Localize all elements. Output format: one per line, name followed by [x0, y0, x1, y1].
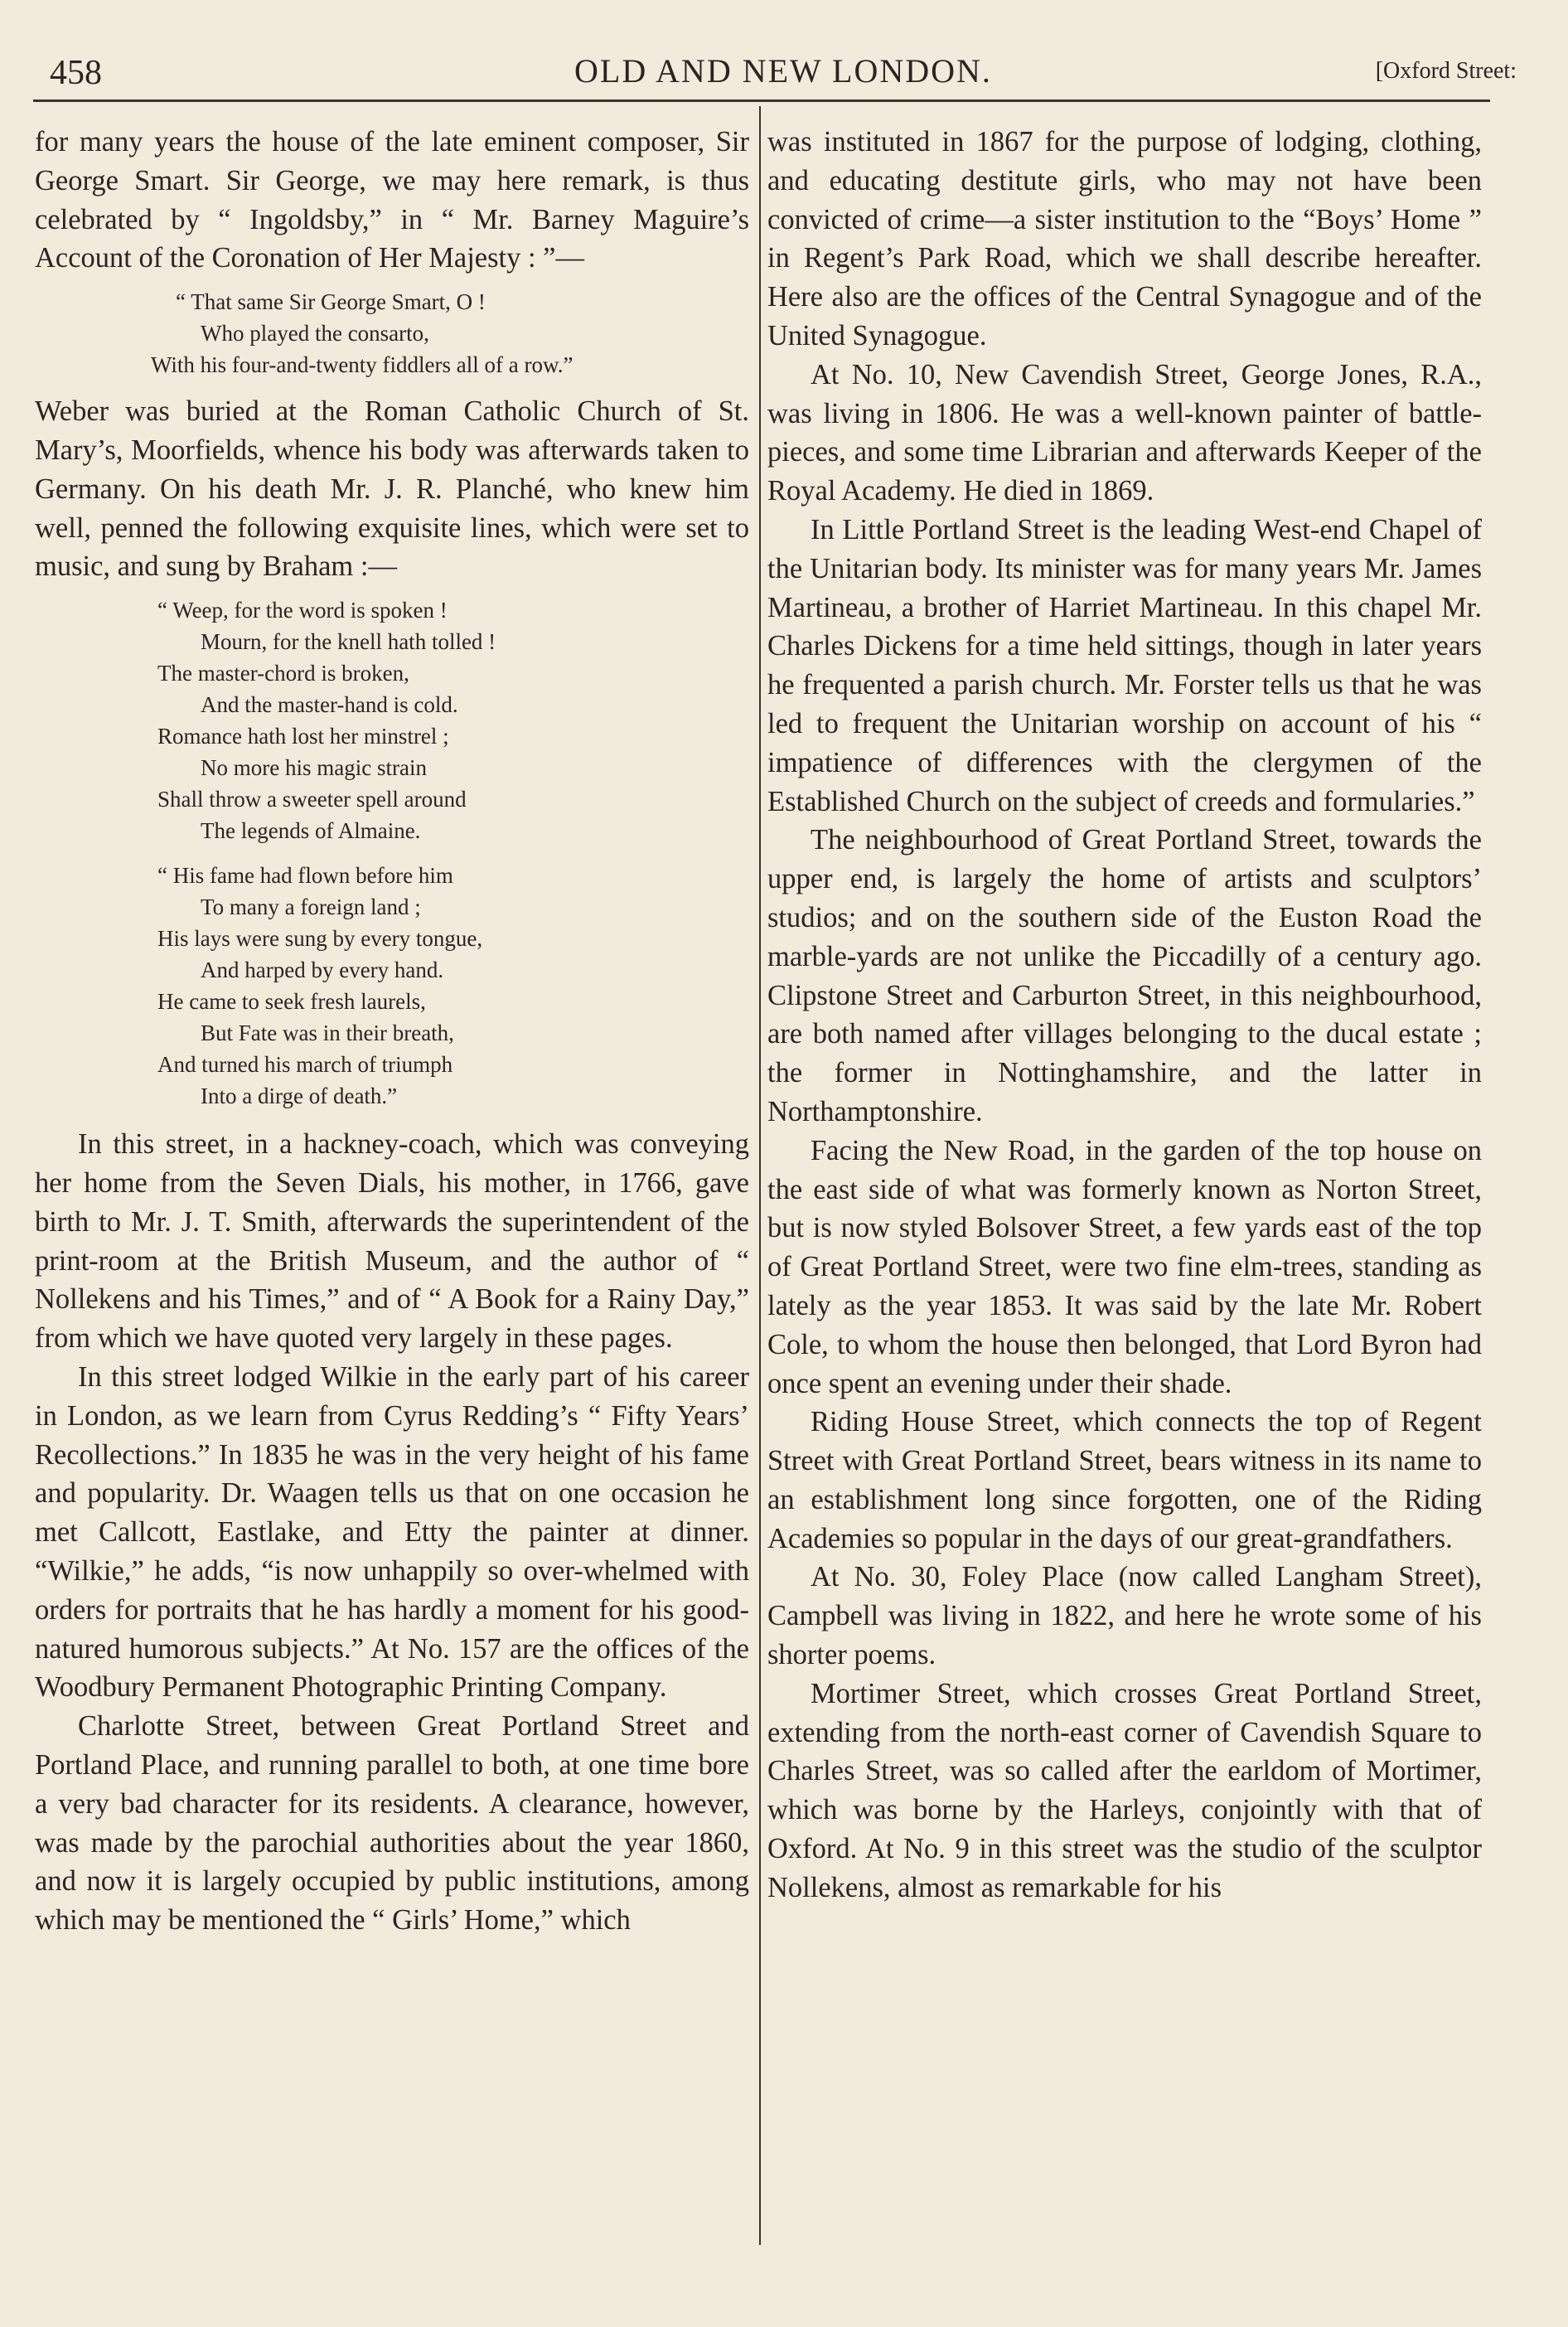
verse-line: No more his magic strain	[201, 755, 427, 781]
page-number: 458	[50, 54, 102, 92]
right-column	[767, 123, 1482, 1908]
verse-line: The legends of Almaine.	[201, 818, 421, 844]
verse-line: The master-chord is broken,	[157, 661, 409, 686]
paragraph: Riding House Street, which connects the top of Regent Street with Great Portland Street, bears witness in its name to an establishment long since forgotten, one of the Riding Academies so popular in the days of our great-grandfathers.	[767, 1406, 1482, 1554]
running-header	[50, 48, 1517, 99]
verse-ingoldsby	[35, 286, 749, 381]
verse-line: Shall throw a sweeter spell around	[157, 787, 467, 812]
verse-planche	[35, 594, 749, 1112]
verse-line: Mourn, for the knell hath tolled !	[201, 629, 496, 655]
verse-line: With his four-and-twenty fiddlers all of a row.”	[151, 352, 573, 378]
verse-line: His lays were sung by every tongue,	[157, 926, 483, 952]
paragraph: Weber was buried at the Roman Catholic Church of St. Mary’s, Moorfields, whence his body was afterwards taken to Germany. On his death Mr. J. R. Planché, who knew him well, penned the following exquisite lines, which were set to music, and sung by Braham :—	[35, 395, 749, 583]
paragraph: In this street lodged Wilkie in the early part of his career in London, as we learn from Cyrus Redding’s “ Fifty Years’ Recollections.” In 1835 he was in the very height of his fame and popularity. Dr. Waagen tells us that on one occasion he met Callcott, Eastlake, and Etty the painter at dinner. “Wilkie,” he adds, “is now unhappily so over-whelmed with orders for portraits that he has hardly a moment for his good-natured humorous subjects.” At No. 157 are the offices of the Woodbury Permanent Photographic Printing Company.	[35, 1360, 749, 1704]
paragraph: was instituted in 1867 for the purpose of lodging, clothing, and educating destitute girls, who may not have been convicted of crime—a sister institution to the “Boys’ Home ” in Regent’s Park Road, which we shall describe hereafter. Here also are the offices of the Central Synagogue and of the United Synagogue.	[767, 126, 1482, 351]
verse-line: Into a dirge of death.”	[201, 1084, 398, 1109]
paragraph: In this street, in a hackney-coach, which was conveying her home from the Seven Dials, his mother, in 1766, gave birth to Mr. J. T. Smith, afterwards the superintendent of the print-room at the British Museum, and the author of “ Nollekens and his Times,” and of “ A Book for a Rainy Day,” from which we have quoted very largely in these pages.	[35, 1128, 749, 1355]
section-label: [Oxford Street:	[1375, 58, 1517, 84]
verse-line: And the master-hand is cold.	[201, 692, 458, 718]
paragraph: At No. 30, Foley Place (now called Langham Street), Campbell was living in 1822, and here he wrote some of his shorter poems.	[767, 1561, 1482, 1671]
paragraph: for many years the house of the late eminent composer, Sir George Smart. Sir George, we may here remark, is thus celebrated by “ Ingoldsby,” in “ Mr. Barney Maguire’s Account of the Coronation of Her Majesty : ”—	[35, 126, 749, 274]
header-rule	[33, 99, 1490, 102]
verse-line: To many a foreign land ;	[201, 894, 421, 920]
column-divider	[759, 106, 761, 2245]
paragraph: At No. 10, New Cavendish Street, George Jones, R.A., was living in 1806. He was a well-known painter of battle-pieces, and some time Librarian and afterwards Keeper of the Royal Academy. He died in 1869.	[767, 358, 1482, 507]
paragraph: Facing the New Road, in the garden of the top house on the east side of what was formerly known as Norton Street, but is now styled Bolsover Street, a few yards east of the top of Great Portland Street, were two fine elm-trees, standing as lately as the year 1853. It was said by the late Mr. Robert Cole, to whom the house then belonged, that Lord Byron had once spent an evening under their shade.	[767, 1134, 1482, 1399]
book-title: OLD AND NEW LONDON.	[574, 52, 992, 90]
paragraph: Mortimer Street, which crosses Great Portland Street, extending from the north-east corner of Cavendish Square to Charles Street, was so called after the earldom of Mortimer, which was borne by the Harleys, conjointly with that of Oxford. At No. 9 in this street was the studio of the sculptor Nollekens, almost as remarkable for his	[767, 1677, 1482, 1903]
verse-line: “ His fame had flown before him	[157, 863, 453, 889]
left-column	[35, 123, 749, 1940]
stanza	[35, 594, 749, 846]
paragraph: The neighbourhood of Great Portland Street, towards the upper end, is largely the home of artists and sculptors’ studios; and on the southern side of the Euston Road the marble-yards are not unlike the Piccadilly of a century ago. Clipstone Street and Carburton Street, in this neighbourhood, are both named after villages belonging to the ducal estate ; the former in Nottinghamshire, and the latter in Northamptonshire.	[767, 824, 1482, 1127]
paragraph: Charlotte Street, between Great Portland Street and Portland Place, and running parallel to both, at one time bore a very bad character for its residents. A clearance, however, was made by the parochial authorities about the year 1860, and now it is largely occupied by public institutions, among which may be mentioned the “ Girls’ Home,” which	[35, 1710, 749, 1937]
verse-line: “ That same Sir George Smart, O !	[176, 289, 486, 315]
stanza	[35, 860, 749, 1112]
verse-line: Who played the consarto,	[201, 321, 429, 347]
verse-line: He came to seek fresh laurels,	[157, 989, 426, 1015]
verse-line: But Fate was in their breath,	[201, 1020, 454, 1046]
verse-line: And harped by every hand.	[201, 957, 444, 983]
verse-line: And turned his march of triumph	[157, 1052, 453, 1078]
verse-line: Romance hath lost her minstrel ;	[157, 724, 449, 749]
verse-line: “ Weep, for the word is spoken !	[157, 598, 448, 623]
paragraph: In Little Portland Street is the leading West-end Chapel of the Unitarian body. Its minister was for many years Mr. James Martineau, a brother of Harriet Martineau. In this chapel Mr. Charles Dickens for a time held sittings, though in later years he frequented a parish church. Mr. Forster tells us that he was led to frequent the Unitarian worship on account of his “ impatience of differences with the clergymen of the Established Church on the subject of creeds and formularies.”	[767, 513, 1482, 817]
